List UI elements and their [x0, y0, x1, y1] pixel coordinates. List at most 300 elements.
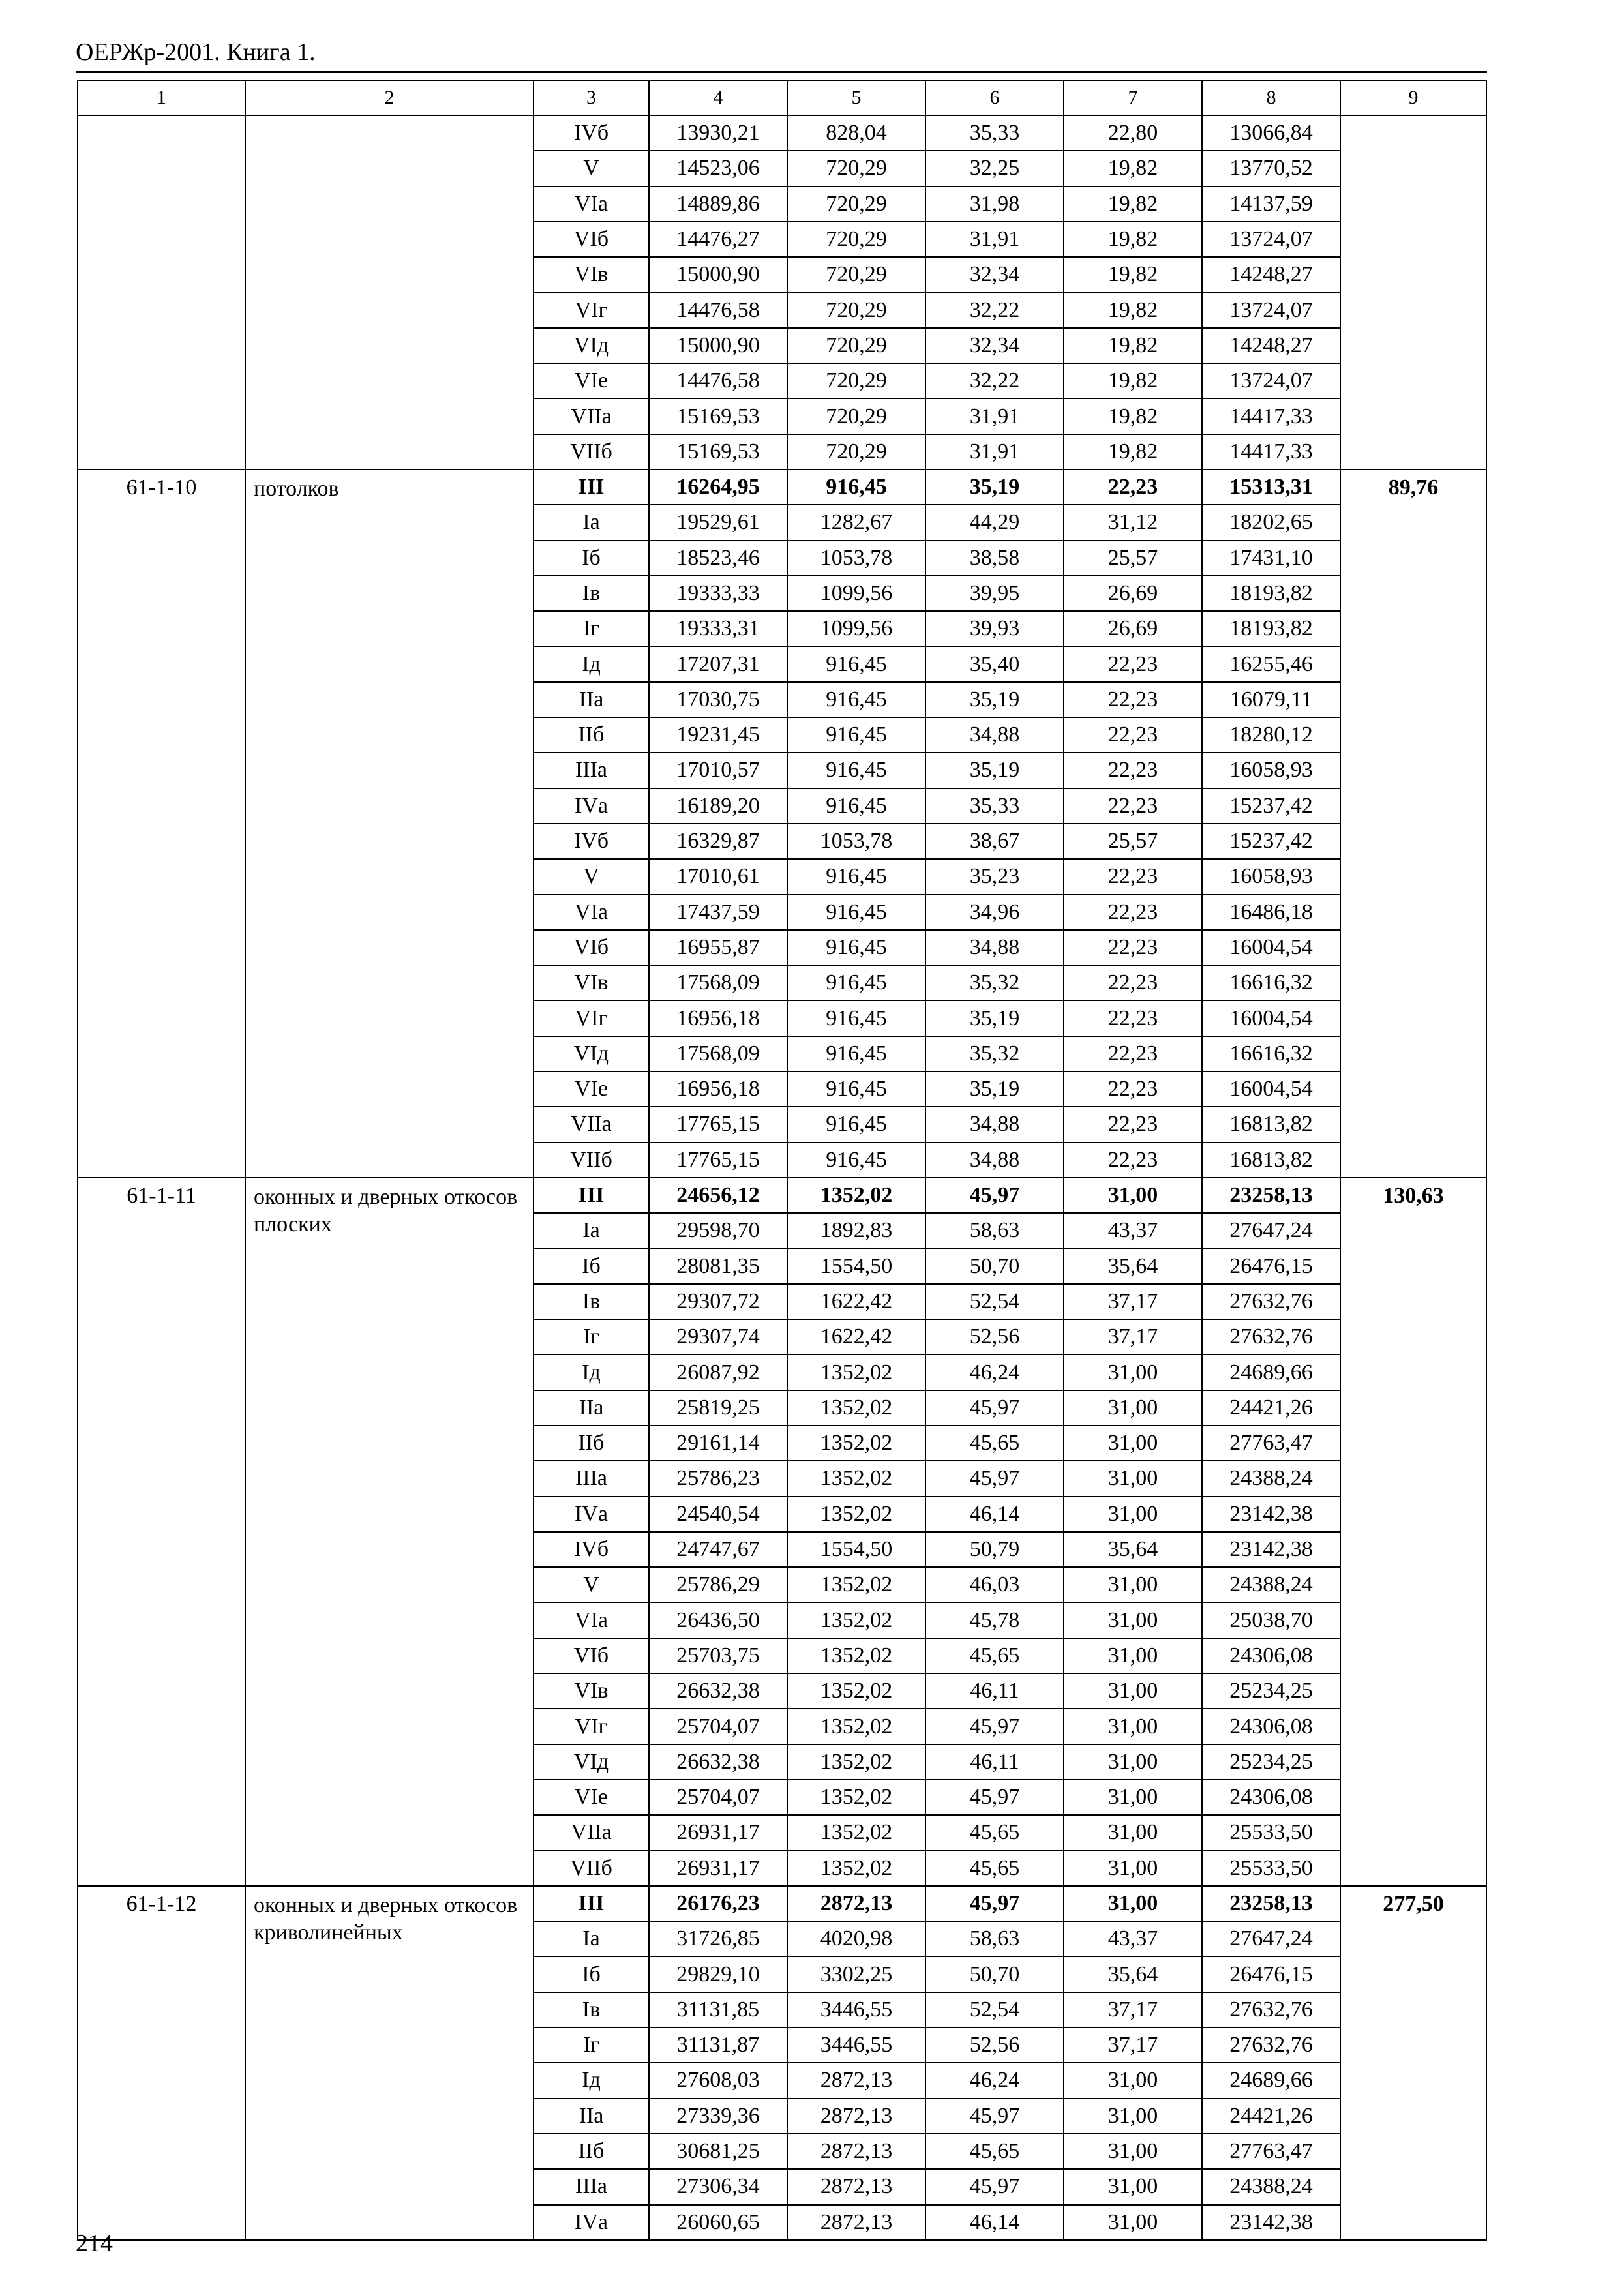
table-cell: 27632,76 [1202, 1992, 1340, 2027]
col9-cell: 89,76 [1340, 470, 1486, 1178]
table-cell: 35,33 [925, 788, 1064, 824]
table-cell: 25704,07 [649, 1780, 787, 1815]
table-cell: 31,00 [1064, 2205, 1202, 2240]
table-cell: 720,29 [787, 151, 925, 186]
table-cell: 27647,24 [1202, 1921, 1340, 1956]
table-cell: 916,45 [787, 470, 925, 505]
table-cell: VIIб [534, 1851, 649, 1886]
table-cell: 916,45 [787, 753, 925, 788]
table-cell: 24747,67 [649, 1532, 787, 1567]
table-cell: 45,97 [925, 1178, 1064, 1213]
table-cell: 16813,82 [1202, 1143, 1340, 1178]
table-cell: 16189,20 [649, 788, 787, 824]
code-cell: 61-1-12 [78, 1886, 245, 2240]
table-cell: 31,91 [925, 398, 1064, 434]
table-cell: 13724,07 [1202, 363, 1340, 398]
table-cell: 30681,25 [649, 2134, 787, 2169]
table-row [78, 115, 1486, 151]
table-cell: 916,45 [787, 1107, 925, 1142]
table-cell: 22,80 [1064, 115, 1202, 151]
table-cell: VIIа [534, 1107, 649, 1142]
table-cell: 1352,02 [787, 1497, 925, 1532]
table-cell: 26060,65 [649, 2205, 787, 2240]
table-cell: 19,82 [1064, 151, 1202, 186]
table-cell: 16004,54 [1202, 1000, 1340, 1036]
table-cell: 24306,08 [1202, 1709, 1340, 1744]
table-cell: 24421,26 [1202, 1390, 1340, 1426]
table-cell: 24689,66 [1202, 2063, 1340, 2098]
table-cell: IIб [534, 1426, 649, 1461]
table-cell: 35,19 [925, 470, 1064, 505]
table-cell: 1352,02 [787, 1426, 925, 1461]
table-cell: 16813,82 [1202, 1107, 1340, 1142]
table-cell: 45,65 [925, 1815, 1064, 1850]
rates-table [77, 80, 1487, 2241]
table-cell: 22,23 [1064, 717, 1202, 753]
table-cell: VIIб [534, 434, 649, 470]
table-cell: 1352,02 [787, 1178, 925, 1213]
table-cell: 39,95 [925, 576, 1064, 611]
table-cell: 916,45 [787, 1000, 925, 1036]
table-cell: 13724,07 [1202, 292, 1340, 327]
table-cell: 19,82 [1064, 328, 1202, 363]
table-row [78, 1178, 1486, 1213]
table-cell: 27763,47 [1202, 2134, 1340, 2169]
table-cell: 38,67 [925, 824, 1064, 859]
table-cell: VIе [534, 1780, 649, 1815]
table-cell: 16486,18 [1202, 895, 1340, 930]
table-cell: 16329,87 [649, 824, 787, 859]
table-cell: 18193,82 [1202, 576, 1340, 611]
table-cell: 45,97 [925, 2169, 1064, 2204]
table-cell: 1352,02 [787, 1744, 925, 1780]
table-cell: VIв [534, 965, 649, 1000]
table-cell: 27632,76 [1202, 2027, 1340, 2063]
table-cell: 35,32 [925, 1036, 1064, 1071]
table-cell: 43,37 [1064, 1213, 1202, 1248]
column-header: 4 [649, 80, 787, 115]
table-cell: 916,45 [787, 717, 925, 753]
table-cell: 1352,02 [787, 1709, 925, 1744]
table-cell: III [534, 1886, 649, 1921]
table-cell: 31,91 [925, 434, 1064, 470]
table-cell: 16255,46 [1202, 646, 1340, 681]
column-header: 3 [534, 80, 649, 115]
table-cell: IVб [534, 1532, 649, 1567]
table-cell: 3446,55 [787, 2027, 925, 2063]
table-cell: 27608,03 [649, 2063, 787, 2098]
table-cell: IIа [534, 682, 649, 717]
table-cell: VIд [534, 1036, 649, 1071]
table-cell: 19,82 [1064, 363, 1202, 398]
table-cell: 31,00 [1064, 1354, 1202, 1390]
table-cell: 28081,35 [649, 1249, 787, 1284]
table-cell: 916,45 [787, 1071, 925, 1107]
table-cell: 31,00 [1064, 2134, 1202, 2169]
table-cell: 18193,82 [1202, 611, 1340, 646]
table-cell: 25786,23 [649, 1461, 787, 1496]
table-cell: 16955,87 [649, 930, 787, 965]
table-cell: 45,78 [925, 1602, 1064, 1638]
table-cell: 22,23 [1064, 1071, 1202, 1107]
table-cell: 2872,13 [787, 2063, 925, 2098]
table-cell: 720,29 [787, 328, 925, 363]
table-row [78, 470, 1486, 505]
table-cell: 52,54 [925, 1992, 1064, 2027]
table-cell: 24306,08 [1202, 1638, 1340, 1673]
table-cell: 25533,50 [1202, 1851, 1340, 1886]
table-cell: 18202,65 [1202, 505, 1340, 540]
table-cell: 45,97 [925, 1709, 1064, 1744]
table-cell: 15169,53 [649, 398, 787, 434]
table-cell: 19529,61 [649, 505, 787, 540]
table-cell: VIд [534, 1744, 649, 1780]
table-cell: 1352,02 [787, 1673, 925, 1709]
table-cell: 31,00 [1064, 1497, 1202, 1532]
table-cell: 25786,29 [649, 1567, 787, 1602]
table-cell: 24388,24 [1202, 1461, 1340, 1496]
table-cell: VIIа [534, 398, 649, 434]
table-cell: IVб [534, 115, 649, 151]
column-header: 8 [1202, 80, 1340, 115]
table-cell: 45,65 [925, 1851, 1064, 1886]
table-cell: 32,22 [925, 292, 1064, 327]
table-cell: 32,34 [925, 257, 1064, 292]
table-cell: 22,23 [1064, 1107, 1202, 1142]
table-cell: 16058,93 [1202, 859, 1340, 894]
table-cell: VIв [534, 1673, 649, 1709]
column-header: 9 [1340, 80, 1486, 115]
table-cell: VIб [534, 1638, 649, 1673]
table-cell: 29161,14 [649, 1426, 787, 1461]
table-cell: 14889,86 [649, 187, 787, 222]
table-cell: IIIа [534, 753, 649, 788]
table-cell: 2872,13 [787, 2134, 925, 2169]
table-cell: 46,14 [925, 1497, 1064, 1532]
table-cell: 31,00 [1064, 1638, 1202, 1673]
table-cell: 16616,32 [1202, 1036, 1340, 1071]
table-cell: VIа [534, 187, 649, 222]
name-cell: оконных и дверных откосов криволинейных [245, 1886, 534, 2240]
table-cell: 35,19 [925, 1000, 1064, 1036]
table-cell: 50,70 [925, 1249, 1064, 1284]
column-header: 7 [1064, 80, 1202, 115]
table-cell: 1053,78 [787, 541, 925, 576]
table-cell: 25819,25 [649, 1390, 787, 1426]
table-cell: Iа [534, 1921, 649, 1956]
table-cell: 19231,45 [649, 717, 787, 753]
table-cell: 24388,24 [1202, 1567, 1340, 1602]
table-cell: 15237,42 [1202, 788, 1340, 824]
table-cell: 1554,50 [787, 1249, 925, 1284]
table-cell: IIIа [534, 1461, 649, 1496]
table-cell: 58,63 [925, 1213, 1064, 1248]
table-cell: VIд [534, 328, 649, 363]
table-cell: 46,11 [925, 1744, 1064, 1780]
table-cell: 37,17 [1064, 2027, 1202, 2063]
table-cell: 17431,10 [1202, 541, 1340, 576]
table-cell: 23142,38 [1202, 2205, 1340, 2240]
table-cell: Iв [534, 1992, 649, 2027]
name-cell: оконных и дверных откосов плоских [245, 1178, 534, 1886]
table-cell: 15237,42 [1202, 824, 1340, 859]
table-cell: 35,33 [925, 115, 1064, 151]
table-cell: 14476,58 [649, 292, 787, 327]
code-cell: 61-1-10 [78, 470, 245, 1178]
table-cell: 720,29 [787, 363, 925, 398]
table-cell: 35,23 [925, 859, 1064, 894]
table-cell: 31,00 [1064, 1390, 1202, 1426]
table-cell: IVа [534, 2205, 649, 2240]
table-cell: 52,54 [925, 1284, 1064, 1319]
table-cell: 14417,33 [1202, 398, 1340, 434]
table-cell: 46,03 [925, 1567, 1064, 1602]
table-cell: 31,91 [925, 222, 1064, 257]
column-header-row [78, 80, 1486, 115]
table-cell: 17010,57 [649, 753, 787, 788]
table-cell: Iг [534, 2027, 649, 2063]
table-cell: IIб [534, 2134, 649, 2169]
table-cell: 25,57 [1064, 541, 1202, 576]
table-cell: 916,45 [787, 1143, 925, 1178]
table-cell: VIб [534, 930, 649, 965]
table-cell: 31,00 [1064, 1709, 1202, 1744]
table-cell: 26476,15 [1202, 1956, 1340, 1992]
table-cell: 31131,85 [649, 1992, 787, 2027]
table-cell: VIв [534, 257, 649, 292]
table-cell: 52,56 [925, 1319, 1064, 1354]
table-row [78, 1886, 1486, 1921]
table-cell: IIа [534, 2099, 649, 2134]
table-cell: IVа [534, 1497, 649, 1532]
table-cell: 22,23 [1064, 646, 1202, 681]
table-cell: 916,45 [787, 646, 925, 681]
table-cell: 35,19 [925, 1071, 1064, 1107]
table-cell: 35,19 [925, 682, 1064, 717]
table-cell: 35,40 [925, 646, 1064, 681]
table-cell: Iб [534, 1249, 649, 1284]
table-cell: 22,23 [1064, 930, 1202, 965]
table-cell: 26436,50 [649, 1602, 787, 1638]
table-cell: IIIа [534, 2169, 649, 2204]
table-cell: VIIб [534, 1143, 649, 1178]
table-cell: 22,23 [1064, 682, 1202, 717]
table-cell: 1554,50 [787, 1532, 925, 1567]
table-cell: IVа [534, 788, 649, 824]
table-cell: 22,23 [1064, 895, 1202, 930]
table-cell: 22,23 [1064, 788, 1202, 824]
table-cell: IVб [534, 824, 649, 859]
table-cell: 29598,70 [649, 1213, 787, 1248]
table-cell: 17207,31 [649, 646, 787, 681]
table-cell: 34,88 [925, 1107, 1064, 1142]
table-cell: VIг [534, 1709, 649, 1744]
table-cell: 828,04 [787, 115, 925, 151]
table-cell: 31,00 [1064, 1815, 1202, 1850]
table-cell: 35,32 [925, 965, 1064, 1000]
table-cell: 31131,87 [649, 2027, 787, 2063]
table-cell: 31,00 [1064, 1851, 1202, 1886]
table-cell: 23142,38 [1202, 1532, 1340, 1567]
table-cell: 916,45 [787, 859, 925, 894]
table-cell: V [534, 859, 649, 894]
table-cell: 31,00 [1064, 1602, 1202, 1638]
table-cell: 31,12 [1064, 505, 1202, 540]
column-header: 5 [787, 80, 925, 115]
table-cell: VIIа [534, 1815, 649, 1850]
table-cell: 29307,72 [649, 1284, 787, 1319]
table-cell: 2872,13 [787, 2099, 925, 2134]
table-cell: 27763,47 [1202, 1426, 1340, 1461]
name-cell: потолков [245, 470, 534, 1178]
table-cell: 19,82 [1064, 398, 1202, 434]
table-cell: 31,00 [1064, 1886, 1202, 1921]
table-cell: 13930,21 [649, 115, 787, 151]
table-cell: 31,00 [1064, 1461, 1202, 1496]
table-cell: VIа [534, 895, 649, 930]
table-cell: 34,88 [925, 717, 1064, 753]
table-cell: 1352,02 [787, 1815, 925, 1850]
table-cell: 25,57 [1064, 824, 1202, 859]
table-cell: 31,00 [1064, 2099, 1202, 2134]
column-header: 6 [925, 80, 1064, 115]
table-cell: 26,69 [1064, 611, 1202, 646]
table-cell: 31,00 [1064, 1178, 1202, 1213]
table-cell: 27632,76 [1202, 1284, 1340, 1319]
table-cell: VIе [534, 1071, 649, 1107]
table-cell: Iб [534, 1956, 649, 1992]
table-cell: 45,97 [925, 1780, 1064, 1815]
table-cell: 25234,25 [1202, 1744, 1340, 1780]
col9-cell [1340, 115, 1486, 470]
table-cell: 14476,58 [649, 363, 787, 398]
table-cell: 17010,61 [649, 859, 787, 894]
table-cell: 916,45 [787, 788, 925, 824]
table-cell: 13724,07 [1202, 222, 1340, 257]
table-cell: 1622,42 [787, 1284, 925, 1319]
table-cell: 26,69 [1064, 576, 1202, 611]
table-cell: 23258,13 [1202, 1886, 1340, 1921]
table-cell: 16616,32 [1202, 965, 1340, 1000]
table-cell: Iа [534, 505, 649, 540]
table-cell: Iа [534, 1213, 649, 1248]
table-cell: Iг [534, 611, 649, 646]
table-cell: 45,65 [925, 2134, 1064, 2169]
table-cell: 44,29 [925, 505, 1064, 540]
table-cell: 31,00 [1064, 1673, 1202, 1709]
table-cell: 1352,02 [787, 1354, 925, 1390]
table-cell: 45,97 [925, 1390, 1064, 1426]
table-cell: Iд [534, 646, 649, 681]
table-cell: 1352,02 [787, 1638, 925, 1673]
table-cell: Iв [534, 576, 649, 611]
table-cell: 18523,46 [649, 541, 787, 576]
table-cell: 2872,13 [787, 2169, 925, 2204]
table-cell: 19,82 [1064, 292, 1202, 327]
table-cell: 31,98 [925, 187, 1064, 222]
table-cell: VIе [534, 363, 649, 398]
table-cell: 720,29 [787, 398, 925, 434]
table-cell: 29307,74 [649, 1319, 787, 1354]
table-cell: 31,00 [1064, 1567, 1202, 1602]
table-cell: III [534, 1178, 649, 1213]
table-cell: 1352,02 [787, 1567, 925, 1602]
table-cell: 46,11 [925, 1673, 1064, 1709]
table-cell: 45,65 [925, 1638, 1064, 1673]
table-cell: 19333,31 [649, 611, 787, 646]
name-cell [245, 115, 534, 470]
table-cell: 1282,67 [787, 505, 925, 540]
table-cell: 22,23 [1064, 753, 1202, 788]
table-cell: 31,00 [1064, 1780, 1202, 1815]
table-cell: 45,97 [925, 1461, 1064, 1496]
table-cell: 1352,02 [787, 1461, 925, 1496]
table-cell: 38,58 [925, 541, 1064, 576]
table-cell: 18280,12 [1202, 717, 1340, 753]
table-cell: 25234,25 [1202, 1673, 1340, 1709]
table-cell: 27647,24 [1202, 1213, 1340, 1248]
table-cell: 1352,02 [787, 1780, 925, 1815]
table-cell: 26632,38 [649, 1744, 787, 1780]
table-cell: 1352,02 [787, 1602, 925, 1638]
table-cell: 14248,27 [1202, 257, 1340, 292]
table-cell: III [534, 470, 649, 505]
table-cell: 2872,13 [787, 1886, 925, 1921]
table-cell: Iв [534, 1284, 649, 1319]
table-cell: 16004,54 [1202, 1071, 1340, 1107]
table-cell: 3302,25 [787, 1956, 925, 1992]
table-cell: 16264,95 [649, 470, 787, 505]
table-cell: 16058,93 [1202, 753, 1340, 788]
table-cell: 1352,02 [787, 1390, 925, 1426]
table-cell: 13066,84 [1202, 115, 1340, 151]
page-number: 214 [76, 2230, 113, 2257]
table-cell: 916,45 [787, 930, 925, 965]
table-cell: 24306,08 [1202, 1780, 1340, 1815]
table-cell: 27306,34 [649, 2169, 787, 2204]
table-cell: 50,79 [925, 1532, 1064, 1567]
table-cell: 25038,70 [1202, 1602, 1340, 1638]
table-cell: 25703,75 [649, 1638, 787, 1673]
col9-cell: 277,50 [1340, 1886, 1486, 2240]
table-cell: 37,17 [1064, 1319, 1202, 1354]
table-cell: 22,23 [1064, 859, 1202, 894]
table-cell: V [534, 1567, 649, 1602]
table-cell: 14417,33 [1202, 434, 1340, 470]
table-cell: 17765,15 [649, 1143, 787, 1178]
table-cell: 25533,50 [1202, 1815, 1340, 1850]
table-cell: 16956,18 [649, 1071, 787, 1107]
table-cell: 22,23 [1064, 1143, 1202, 1178]
table-cell: IIб [534, 717, 649, 753]
table-cell: 32,25 [925, 151, 1064, 186]
table-cell: 17030,75 [649, 682, 787, 717]
table-cell: 1099,56 [787, 611, 925, 646]
table-cell: 15313,31 [1202, 470, 1340, 505]
table-cell: 31,00 [1064, 1744, 1202, 1780]
table-cell: VIг [534, 1000, 649, 1036]
table-cell: IIа [534, 1390, 649, 1426]
table-cell: 19,82 [1064, 222, 1202, 257]
table-cell: 24656,12 [649, 1178, 787, 1213]
table-cell: 720,29 [787, 222, 925, 257]
table-cell: 2872,13 [787, 2205, 925, 2240]
column-header: 1 [78, 80, 245, 115]
header-rule [76, 71, 1487, 73]
table-cell: 1053,78 [787, 824, 925, 859]
table-cell: 26476,15 [1202, 1249, 1340, 1284]
table-cell: 14476,27 [649, 222, 787, 257]
